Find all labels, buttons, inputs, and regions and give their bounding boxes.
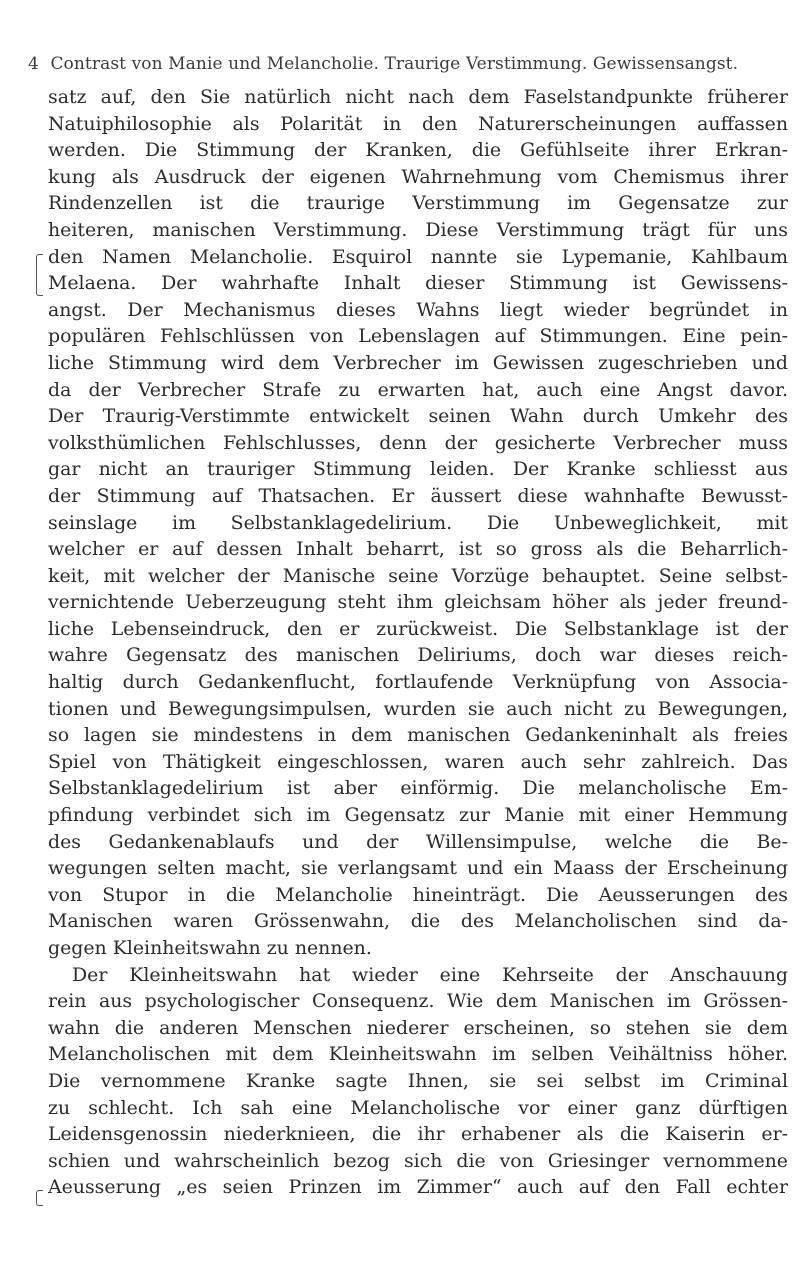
text-line: zu schlecht. Ich sah eine Melancholische vor einer ganz dürftigen <box>48 1096 788 1119</box>
text-line: Rindenzellen ist die traurige Verstimmung im Gegensatze zur <box>48 192 788 215</box>
text-line: Selbstanklagedelirium ist aber einförmig. Die melancholische Em- <box>48 777 788 800</box>
text-line: werden. Die Stimmung der Kranken, die Gefühlseite ihrer Erkran- <box>48 139 788 162</box>
text-line: Spiel von Thätigkeit eingeschlossen, waren auch sehr zahlreich. Das <box>48 750 788 773</box>
text-line: Der Kleinheitswahn hat wieder eine Kehrseite der Anschauung <box>72 963 788 986</box>
text-line: liche Lebenseindruck, den er zurückweist. Die Selbstanklage ist der <box>48 617 788 640</box>
text-line: Die vernommene Kranke sagte Ihnen, sie sei selbst im Criminal <box>48 1069 788 1092</box>
margin-bracket-mark <box>36 254 43 296</box>
text-line: Der Traurig-Verstimmte entwickelt seinen Wahn durch Umkehr des <box>48 405 788 428</box>
text-line: keit, mit welcher der Manische seine Vorzüge behauptet. Seine selbst- <box>48 564 788 587</box>
text-line: kung als Ausdruck der eigenen Wahrnehmung vom Chemismus ihrer <box>48 165 788 188</box>
text-line: populären Fehlschlüssen von Lebenslagen auf Stimmungen. Eine pein- <box>48 325 788 348</box>
text-line: Natuiphilosophie als Polarität in den Naturerscheinungen auffassen <box>48 112 788 135</box>
text-line: haltig durch Gedankenflucht, fortlaufende Verknüpfung von Associa- <box>48 671 788 694</box>
text-line: tionen und Bewegungsimpulsen, wurden sie auch nicht zu Bewegungen, <box>48 697 788 720</box>
text-line: da der Verbrecher Strafe zu erwarten hat, auch eine Angst davor. <box>48 378 788 401</box>
text-line: volksthümlichen Fehlschlusses, denn der gesicherte Verbrecher muss <box>48 431 788 454</box>
text-line: gegen Kleinheitswahn zu nennen. <box>48 937 372 959</box>
text-line: Manischen waren Grössenwahn, die des Melancholischen sind da- <box>48 910 788 933</box>
text-line: gar nicht an trauriger Stimmung leiden. Der Kranke schliesst aus <box>48 458 788 481</box>
text-line: wahre Gegensatz des manischen Deliriums, doch war dieses reich- <box>48 644 788 667</box>
text-line: Leidensgenossin niederknieen, die ihr erhabener als die Kaiserin er- <box>48 1123 788 1146</box>
text-line: rein aus psychologischer Consequenz. Wie dem Manischen im Grössen- <box>48 990 788 1013</box>
page-number: 4 <box>28 54 39 74</box>
text-line: wahn die anderen Menschen niederer erscheinen, so stehen sie dem <box>48 1016 788 1039</box>
text-line: so lagen sie mindestens in dem manischen Gedankeninhalt als freies <box>48 724 788 747</box>
margin-bracket-mark <box>36 1190 43 1206</box>
text-line: Melaena. Der wahrhafte Inhalt dieser Stimmung ist Gewissens- <box>48 272 788 295</box>
text-line: den Namen Melancholie. Esquirol nannte sie Lypemanie, Kahlbaum <box>48 245 788 268</box>
text-line: des Gedankenablaufs und der Willensimpulse, welche die Be- <box>48 830 788 853</box>
text-line: pfindung verbindet sich im Gegensatz zur Manie mit einer Hemmung <box>48 804 788 827</box>
body-text <box>48 84 788 1201</box>
text-line: vernichtende Ueberzeugung steht ihm gleichsam höher als jeder freund- <box>48 591 788 614</box>
text-line: liche Stimmung wird dem Verbrecher im Gewissen zugeschrieben und <box>48 351 788 374</box>
text-line: seinslage im Selbstanklagedelirium. Die Unbeweglichkeit, mit <box>48 511 788 534</box>
running-header <box>28 54 788 80</box>
text-line: welcher er auf dessen Inhalt beharrt, ist so gross als die Beharrlich- <box>48 538 788 561</box>
text-line: heiteren, manischen Verstimmung. Diese Verstimmung trägt für uns <box>48 218 788 241</box>
text-line: wegungen selten macht, sie verlangsamt und ein Maass der Erscheinung <box>48 857 788 880</box>
text-line: angst. Der Mechanismus dieses Wahns liegt wieder begründet in <box>48 298 788 321</box>
text-line: Melancholischen mit dem Kleinheitswahn im selben Veihältniss höher. <box>48 1043 788 1066</box>
text-line: der Stimmung auf Thatsachen. Er äussert diese wahnhafte Bewusst- <box>48 484 788 507</box>
text-line: Aeusserung „es seien Prinzen im Zimmer“ auch auf den Fall echter <box>48 1176 788 1199</box>
text-line: schien und wahrscheinlich bezog sich die von Griesinger vernommene <box>48 1149 788 1172</box>
text-line: satz auf, den Sie natürlich nicht nach dem Faselstandpunkte früherer <box>48 86 788 108</box>
running-title: Contrast von Manie und Melancholie. Traurige Verstimmung. Gewissensangst. <box>50 54 739 74</box>
text-line: von Stupor in die Melancholie hineinträgt. Die Aeusserungen des <box>48 883 788 906</box>
